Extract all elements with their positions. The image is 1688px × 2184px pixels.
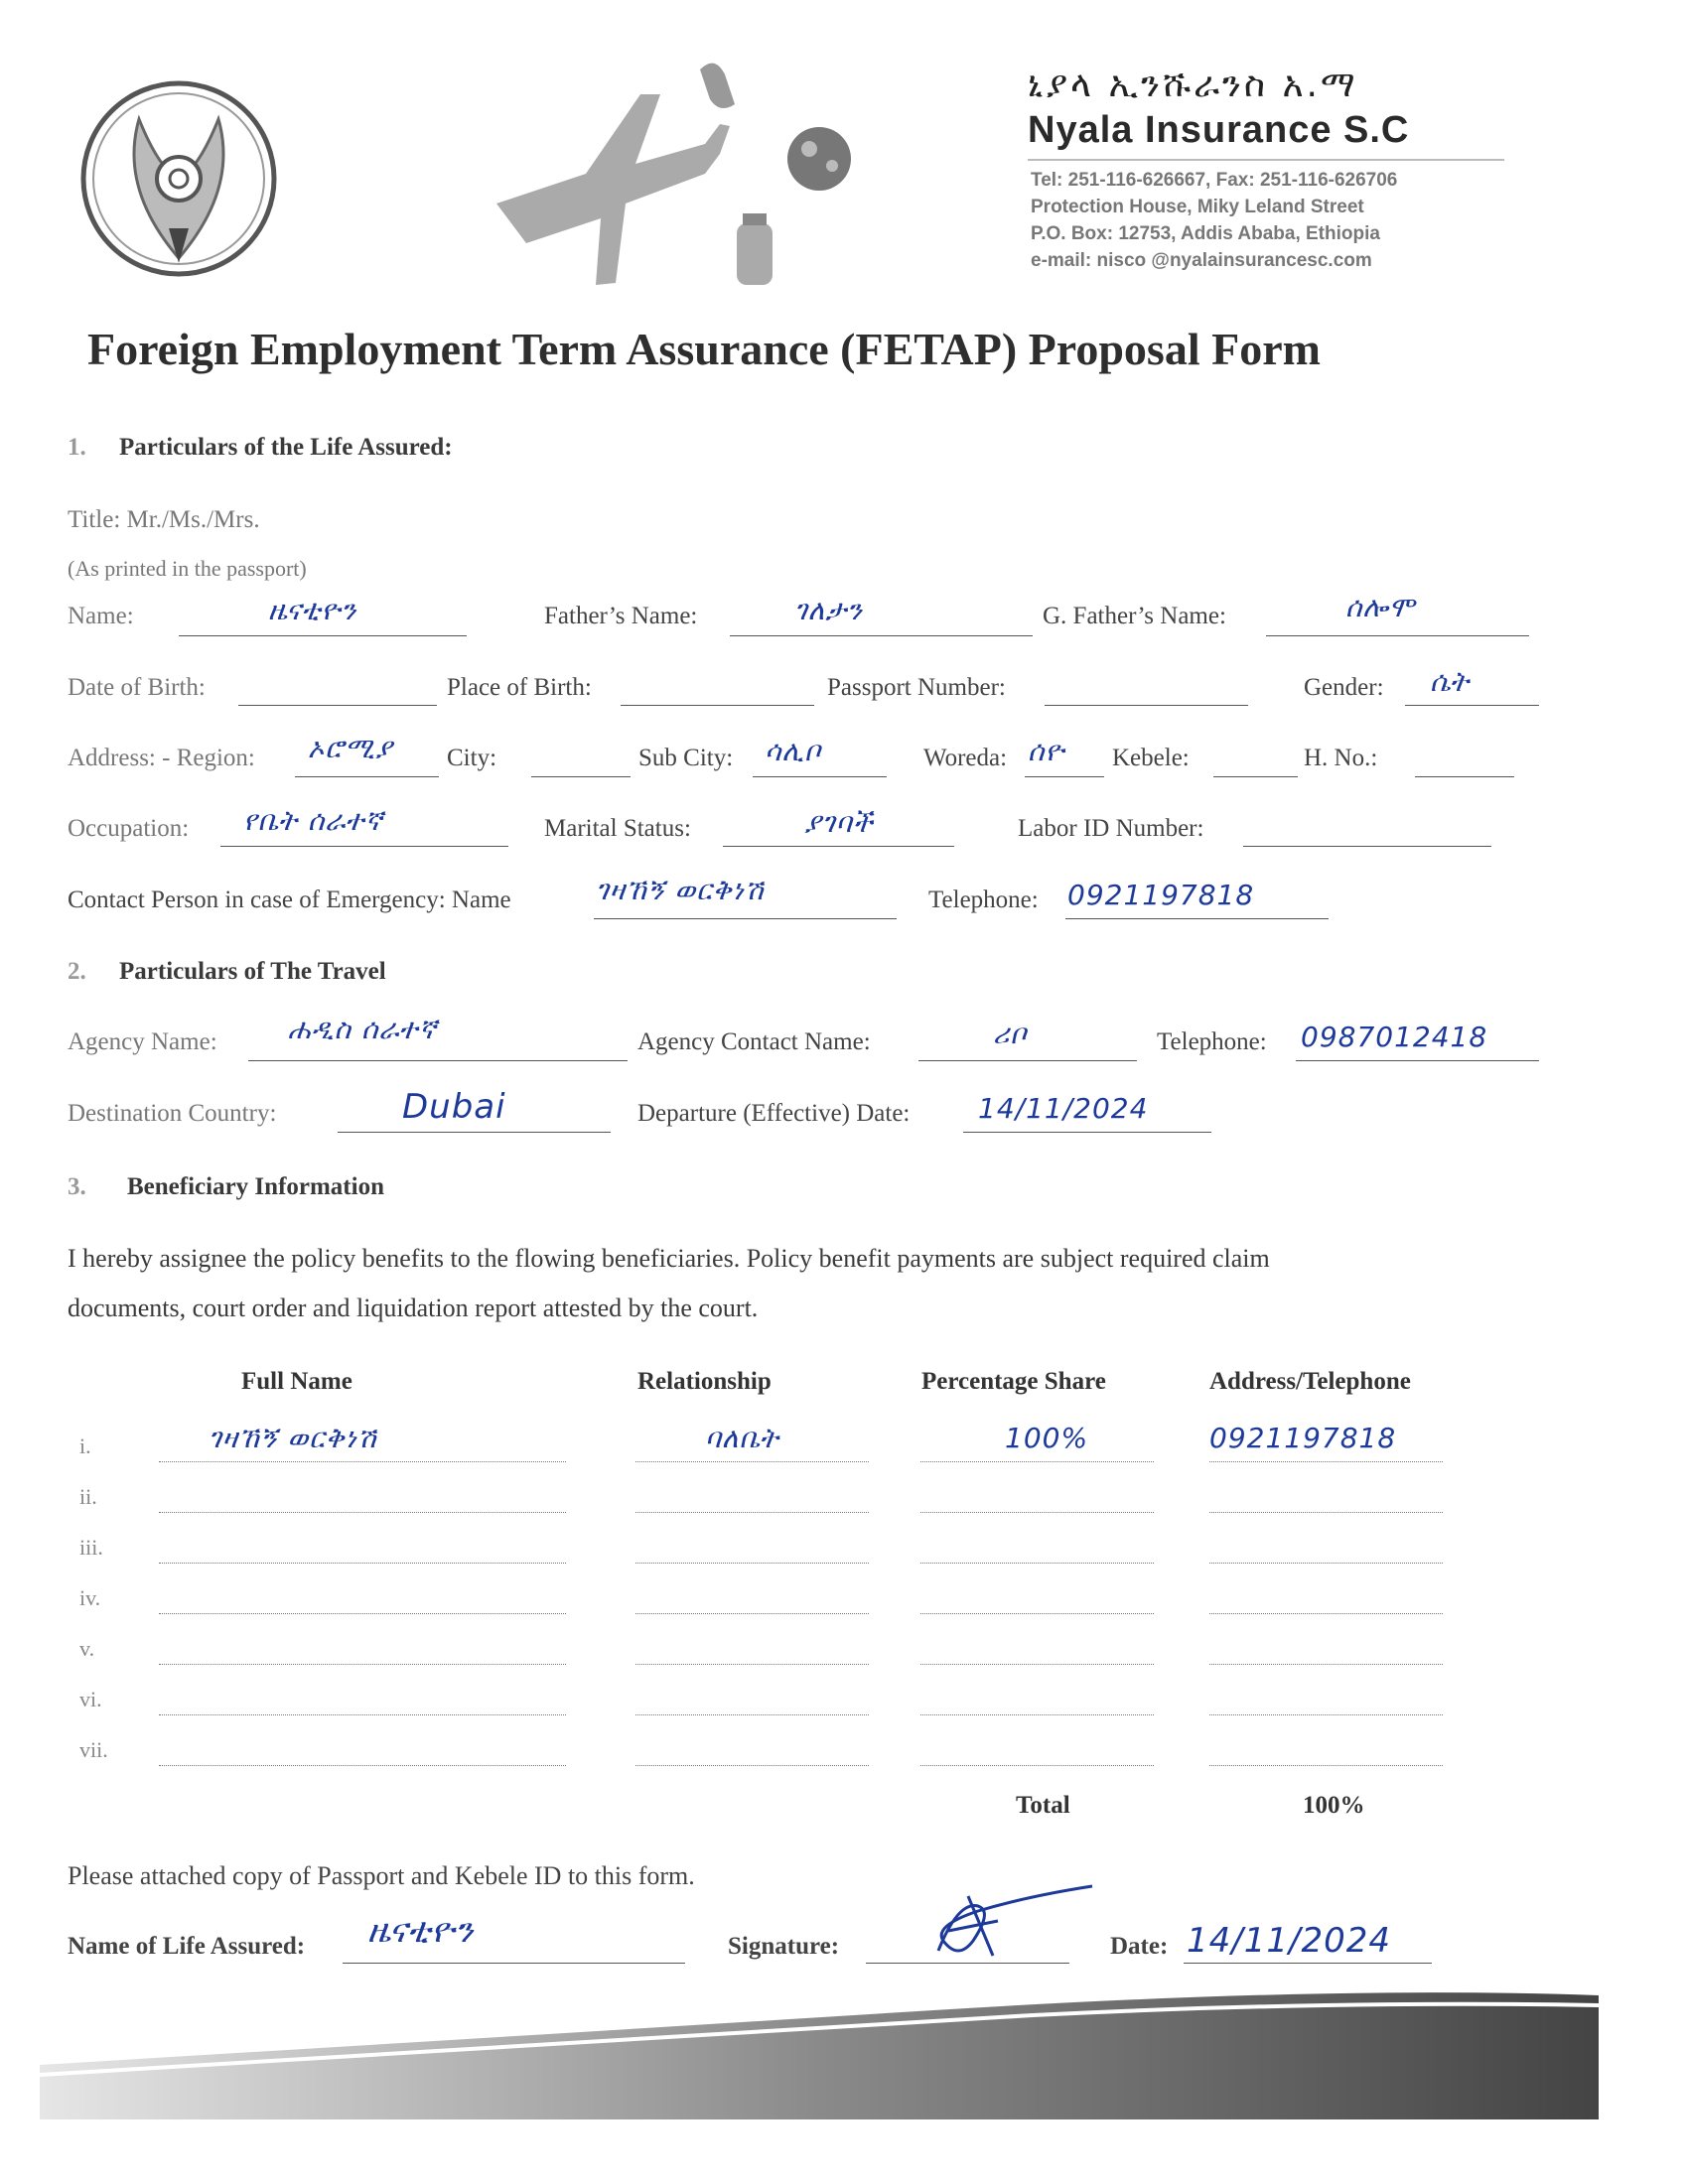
row-share-line[interactable] <box>920 1461 1154 1462</box>
passport-number-line[interactable] <box>1045 705 1248 706</box>
marital-status-value: ያገባች <box>804 806 874 839</box>
row-address-line[interactable] <box>1209 1461 1443 1462</box>
signature-label: Signature: <box>728 1933 840 1960</box>
row-name-line[interactable] <box>159 1461 566 1462</box>
beneficiary-paragraph <box>68 1234 1557 1333</box>
city-label: City: <box>447 745 497 771</box>
gfather-name-label: G. Father’s Name: <box>1043 603 1226 629</box>
row-relationship-value: ባለቤት <box>705 1422 779 1454</box>
name-line[interactable] <box>179 635 467 636</box>
passport-number-label: Passport Number: <box>827 674 1006 701</box>
gender-label: Gender: <box>1304 674 1384 701</box>
kebele-label: Kebele: <box>1112 745 1190 771</box>
company-name-amharic: ኒያላ ኢንሹራንስ አ.ማ <box>1028 65 1358 105</box>
marital-status-label: Marital Status: <box>544 815 691 842</box>
form-title: Foreign Employment Term Assurance (FETAP) Proposal Form <box>87 324 1321 374</box>
row-address-line[interactable] <box>1209 1714 1443 1715</box>
col-percentage-share: Percentage Share <box>921 1368 1106 1395</box>
company-address: Protection House, Miky Leland Street <box>1031 197 1364 217</box>
gfather-name-value: ሰሎሞ <box>1345 591 1416 623</box>
occupation-line[interactable] <box>220 846 508 847</box>
subcity-label: Sub City: <box>638 745 734 771</box>
row-share-line[interactable] <box>920 1512 1154 1513</box>
row-number: iv. <box>79 1585 101 1610</box>
region-label: Address: - Region: <box>68 745 255 771</box>
section2-number: 2. <box>68 958 86 985</box>
col-address-telephone: Address/Telephone <box>1209 1368 1411 1395</box>
emergency-contact-label: Contact Person in case of Emergency: Name <box>68 887 511 913</box>
row-name-line[interactable] <box>159 1512 566 1513</box>
beneficiary-paragraph-line2: documents, court order and liquidation report attested by the court. <box>68 1294 759 1322</box>
emergency-telephone-value: 0921197818 <box>1067 879 1255 911</box>
labor-id-line[interactable] <box>1243 846 1491 847</box>
total-label: Total <box>1016 1792 1070 1819</box>
region-value: ኦሮሚያ <box>308 732 393 764</box>
woreda-label: Woreda: <box>923 745 1008 771</box>
departure-date-line[interactable] <box>963 1132 1211 1133</box>
row-relationship-line[interactable] <box>635 1765 869 1766</box>
marital-status-line[interactable] <box>723 846 954 847</box>
dob-line[interactable] <box>238 705 437 706</box>
kebele-line[interactable] <box>1213 776 1298 777</box>
agency-contact-label: Agency Contact Name: <box>637 1028 871 1055</box>
row-relationship-line[interactable] <box>635 1563 869 1564</box>
title-label: Title: Mr./Ms./Mrs. <box>68 506 260 533</box>
section3-number: 3. <box>68 1173 86 1200</box>
woreda-line[interactable] <box>1025 776 1104 777</box>
subcity-line[interactable] <box>753 776 887 777</box>
row-number: vi. <box>79 1687 102 1711</box>
emergency-contact-line[interactable] <box>594 918 897 919</box>
company-name: Nyala Insurance S.C <box>1028 109 1410 151</box>
agency-name-value: ሐዲስ ሰራተኛ <box>288 1013 438 1045</box>
row-relationship-line[interactable] <box>635 1664 869 1665</box>
name-label: Name: <box>68 603 134 629</box>
agency-telephone-value: 0987012418 <box>1301 1021 1488 1053</box>
date-label: Date: <box>1110 1933 1169 1960</box>
father-name-line[interactable] <box>730 635 1033 636</box>
emergency-telephone-line[interactable] <box>1065 918 1329 919</box>
agency-contact-value: ሪቦ <box>993 1018 1028 1050</box>
occupation-value: የቤት ሰራተኛ <box>243 804 384 837</box>
col-relationship: Relationship <box>637 1368 772 1395</box>
row-address-value: 0921197818 <box>1209 1422 1397 1454</box>
row-relationship-line[interactable] <box>635 1512 869 1513</box>
row-share-line[interactable] <box>920 1613 1154 1614</box>
row-number: vii. <box>79 1737 108 1762</box>
hno-label: H. No.: <box>1304 745 1378 771</box>
gender-line[interactable] <box>1405 705 1539 706</box>
row-relationship-line[interactable] <box>635 1714 869 1715</box>
occupation-label: Occupation: <box>68 815 190 842</box>
beneficiary-paragraph-line1: I hereby assignee the policy benefits to the flowing beneficiaries. Policy benefit payments are subject required claim <box>68 1244 1270 1273</box>
section3-heading: Beneficiary Information <box>127 1173 384 1200</box>
row-share-value: 100% <box>1005 1422 1089 1454</box>
attach-note: Please attached copy of Passport and Kebele ID to this form. <box>68 1861 695 1890</box>
pob-line[interactable] <box>621 705 814 706</box>
passport-note: (As printed in the passport) <box>68 556 307 581</box>
row-address-line[interactable] <box>1209 1563 1443 1564</box>
company-contact-block <box>1031 167 1397 274</box>
company-logo <box>79 79 278 278</box>
company-tel: Tel: 251-116-626667, Fax: 251-116-626706 <box>1031 170 1398 191</box>
row-name-value: ገዛኸኝ ወርቅነሽ <box>209 1422 377 1454</box>
life-assured-name-line[interactable] <box>343 1963 685 1964</box>
row-name-line[interactable] <box>159 1613 566 1614</box>
row-address-line[interactable] <box>1209 1613 1443 1614</box>
row-name-line[interactable] <box>159 1765 566 1766</box>
city-line[interactable] <box>531 776 631 777</box>
row-number: iii. <box>79 1535 103 1560</box>
company-pobox: P.O. Box: 12753, Addis Ababa, Ethiopia <box>1031 223 1380 244</box>
section1-heading: Particulars of the Life Assured: <box>119 434 453 461</box>
life-assured-name-label: Name of Life Assured: <box>68 1933 306 1960</box>
emergency-telephone-label: Telephone: <box>928 887 1039 913</box>
section1-number: 1. <box>68 434 86 461</box>
woreda-value: ሰዮ <box>1028 735 1065 767</box>
row-number: ii. <box>79 1484 97 1509</box>
destination-country-label: Destination Country: <box>68 1100 277 1127</box>
row-address-line[interactable] <box>1209 1512 1443 1513</box>
header-divider <box>1028 159 1504 161</box>
father-name-label: Father’s Name: <box>544 603 698 629</box>
departure-date-value: 14/11/2024 <box>978 1092 1149 1125</box>
life-assured-name-value: ዜናቲዮን <box>367 1911 475 1951</box>
row-share-line[interactable] <box>920 1563 1154 1564</box>
section2-heading: Particulars of The Travel <box>119 958 386 985</box>
row-address-line[interactable] <box>1209 1765 1443 1766</box>
row-address-line[interactable] <box>1209 1664 1443 1665</box>
row-share-line[interactable] <box>920 1664 1154 1665</box>
destination-country-value: Dubai <box>402 1087 506 1127</box>
row-name-line[interactable] <box>159 1714 566 1715</box>
agency-contact-line[interactable] <box>918 1060 1137 1061</box>
subcity-value: ሳሊቦ <box>765 735 822 767</box>
departure-date-label: Departure (Effective) Date: <box>637 1100 911 1127</box>
gfather-name-line[interactable] <box>1266 635 1529 636</box>
emergency-contact-value: ገዛኸኝ ወርቅነሽ <box>596 874 765 906</box>
row-relationship-line[interactable] <box>635 1461 869 1462</box>
father-name-value: ገለታን <box>794 594 863 626</box>
row-number: i. <box>79 1433 91 1458</box>
date-value: 14/11/2024 <box>1187 1921 1391 1961</box>
row-number: v. <box>79 1636 95 1661</box>
signature-mark <box>918 1881 1097 1971</box>
row-share-line[interactable] <box>920 1714 1154 1715</box>
hno-line[interactable] <box>1415 776 1514 777</box>
row-relationship-line[interactable] <box>635 1613 869 1614</box>
row-share-line[interactable] <box>920 1765 1154 1766</box>
agency-name-line[interactable] <box>248 1060 628 1061</box>
company-email: e-mail: nisco @nyalainsurancesc.com <box>1031 250 1372 271</box>
region-line[interactable] <box>295 776 439 777</box>
col-full-name: Full Name <box>241 1368 352 1395</box>
row-name-line[interactable] <box>159 1664 566 1665</box>
agency-telephone-label: Telephone: <box>1157 1028 1267 1055</box>
travel-graphic <box>467 55 864 303</box>
row-name-line[interactable] <box>159 1563 566 1564</box>
date-line[interactable] <box>1184 1963 1432 1964</box>
agency-telephone-line[interactable] <box>1296 1060 1539 1061</box>
destination-country-line[interactable] <box>338 1132 611 1133</box>
dob-label: Date of Birth: <box>68 674 206 701</box>
agency-name-label: Agency Name: <box>68 1028 217 1055</box>
name-value: ዜናቲዮን <box>268 594 357 626</box>
gender-value: ሴት <box>1430 665 1470 698</box>
labor-id-label: Labor ID Number: <box>1018 815 1204 842</box>
pob-label: Place of Birth: <box>447 674 592 701</box>
footer-wave-decoration <box>40 1976 1648 2124</box>
total-value: 100% <box>1303 1792 1365 1819</box>
